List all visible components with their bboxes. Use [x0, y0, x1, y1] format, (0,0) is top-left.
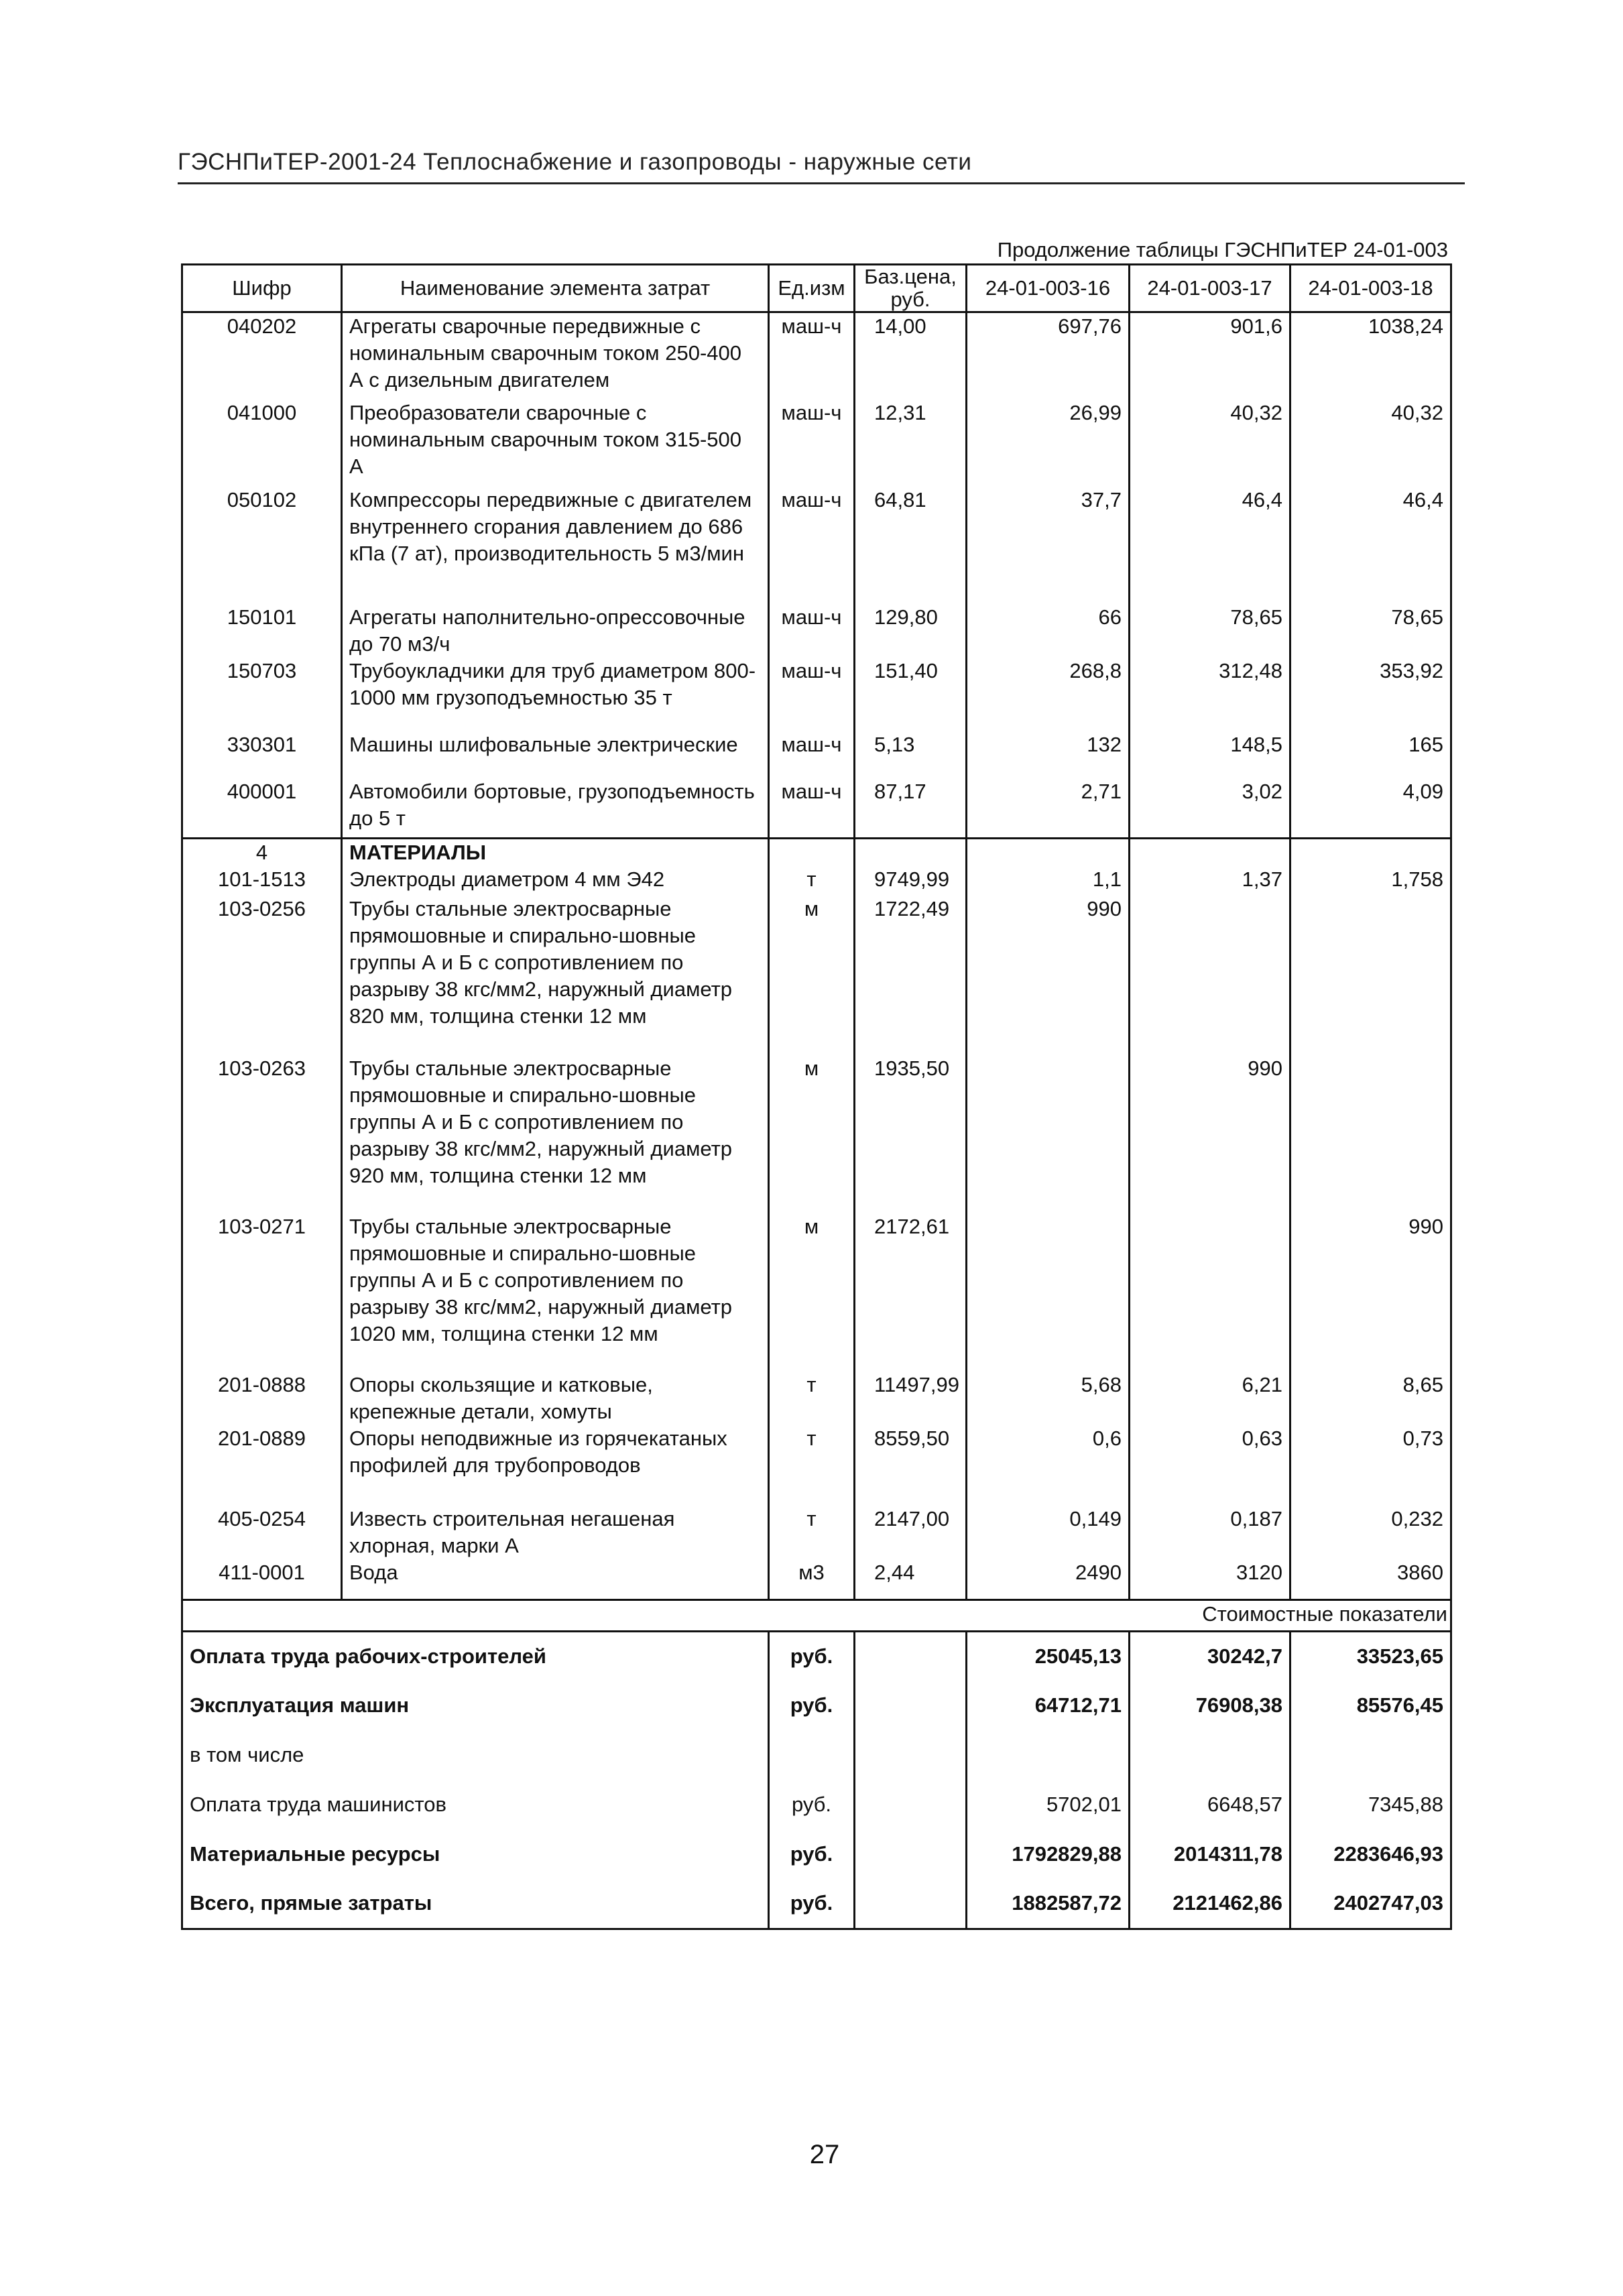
- page-number: 27: [809, 2140, 840, 2169]
- row-value-2: 6,21: [1130, 1372, 1290, 1425]
- row-name: Машины шлифовальные электрические: [342, 731, 769, 778]
- table-row: [182, 731, 1451, 778]
- row-unit: маш-ч: [769, 604, 855, 658]
- summary-label: Всего, прямые затраты: [182, 1879, 769, 1929]
- row-price: 2,44: [855, 1559, 967, 1599]
- header-rule: [178, 182, 1465, 184]
- row-unit: маш-ч: [769, 400, 855, 487]
- row-value-3: [1290, 1055, 1451, 1213]
- row-value-1: [967, 1055, 1130, 1213]
- row-value-2: 78,65: [1130, 604, 1290, 658]
- row-code: 101-1513: [182, 866, 342, 896]
- row-unit: т: [769, 1425, 855, 1506]
- table-row: [182, 1213, 1451, 1372]
- summary-value-3: 7345,88: [1290, 1780, 1451, 1829]
- row-price: 2172,61: [855, 1213, 967, 1372]
- row-code: 201-0889: [182, 1425, 342, 1506]
- row-value-1: 0,6: [967, 1425, 1130, 1506]
- row-value-1: 132: [967, 731, 1130, 778]
- summary-price: [855, 1780, 967, 1829]
- row-price: 14,00: [855, 312, 967, 400]
- row-price: 1935,50: [855, 1055, 967, 1213]
- summary-label: Материальные ресурсы: [182, 1829, 769, 1879]
- row-value-2: 3,02: [1130, 778, 1290, 839]
- row-price: 151,40: [855, 658, 967, 731]
- row-price: 12,31: [855, 400, 967, 487]
- document-header: ГЭСНПиТЕР-2001-24 Теплоснабжение и газопроводы - наружные сети: [178, 149, 972, 175]
- row-name: Агрегаты сварочные передвижные с номинальным сварочным током 250-400 А с дизельным двигателем: [342, 312, 769, 400]
- table-row: [182, 866, 1451, 896]
- section-code: 4: [182, 839, 342, 867]
- row-value-3: 0,232: [1290, 1506, 1451, 1559]
- row-value-1: 2,71: [967, 778, 1130, 839]
- row-value-2: 1,37: [1130, 866, 1290, 896]
- row-value-3: 3860: [1290, 1559, 1451, 1599]
- summary-row: [182, 1780, 1451, 1829]
- summary-label: Эксплуатация машин: [182, 1681, 769, 1730]
- row-price: 87,17: [855, 778, 967, 839]
- row-name: Опоры неподвижные из горячекатаных профилей для трубопроводов: [342, 1425, 769, 1506]
- row-code: 201-0888: [182, 1372, 342, 1425]
- row-value-2: 990: [1130, 1055, 1290, 1213]
- row-value-3: 990: [1290, 1213, 1451, 1372]
- row-price: 129,80: [855, 604, 967, 658]
- row-unit: маш-ч: [769, 487, 855, 604]
- row-value-3: [1290, 896, 1451, 1055]
- row-value-3: 40,32: [1290, 400, 1451, 487]
- row-value-2: 312,48: [1130, 658, 1290, 731]
- section-title: МАТЕРИАЛЫ: [342, 839, 769, 867]
- row-code: 103-0263: [182, 1055, 342, 1213]
- summary-value-1: 1792829,88: [967, 1829, 1130, 1879]
- summary-value-2: 2121462,86: [1130, 1879, 1290, 1929]
- summary-value-2: 30242,7: [1130, 1631, 1290, 1681]
- summary-unit: руб.: [769, 1879, 855, 1929]
- row-unit: м: [769, 896, 855, 1055]
- summary-label: в том числе: [182, 1730, 769, 1780]
- row-value-1: 2490: [967, 1559, 1130, 1599]
- row-name: Трубы стальные электросварные прямошовные и спирально-шовные группы А и Б с сопротивлением по разрыву 38 кгс/мм2, наружный диаметр 820 мм, толщина стенки 12 мм: [342, 896, 769, 1055]
- summary-value-3: 2402747,03: [1290, 1879, 1451, 1929]
- summary-row: [182, 1730, 1451, 1780]
- row-value-2: [1130, 896, 1290, 1055]
- row-value-3: 165: [1290, 731, 1451, 778]
- row-code: 040202: [182, 312, 342, 400]
- table-header-row: [182, 265, 1451, 312]
- table-row: [182, 1506, 1451, 1559]
- row-unit: маш-ч: [769, 658, 855, 731]
- row-price: 8559,50: [855, 1425, 967, 1506]
- row-value-1: 37,7: [967, 487, 1130, 604]
- materials-section: [182, 839, 1451, 867]
- row-price: 11497,99: [855, 1372, 967, 1425]
- summary-row: [182, 1829, 1451, 1879]
- row-value-1: 990: [967, 896, 1130, 1055]
- summary-value-3: 2283646,93: [1290, 1829, 1451, 1879]
- row-name: Трубы стальные электросварные прямошовные и спирально-шовные группы А и Б с сопротивлением по разрыву 38 кгс/мм2, наружный диаметр 1020 мм, толщина стенки 12 мм: [342, 1213, 769, 1372]
- row-code: 150703: [182, 658, 342, 731]
- summary-unit: руб.: [769, 1780, 855, 1829]
- row-name: Опоры скользящие и катковые, крепежные детали, хомуты: [342, 1372, 769, 1425]
- summary-row: [182, 1631, 1451, 1681]
- row-name: Компрессоры передвижные с двигателем внутреннего сгорания давлением до 686 кПа (7 ат), производительность 5 м3/мин: [342, 487, 769, 604]
- table-row: [182, 1372, 1451, 1425]
- col-name: Наименование элемента затрат: [342, 265, 769, 312]
- col-v3: 24-01-003-18: [1290, 265, 1451, 312]
- summary-value-2: 6648,57: [1130, 1780, 1290, 1829]
- row-value-3: 78,65: [1290, 604, 1451, 658]
- row-value-3: 4,09: [1290, 778, 1451, 839]
- row-value-1: 0,149: [967, 1506, 1130, 1559]
- row-unit: маш-ч: [769, 778, 855, 839]
- row-value-2: 46,4: [1130, 487, 1290, 604]
- row-name: Преобразователи сварочные с номинальным сварочным током 315-500 А: [342, 400, 769, 487]
- row-value-1: 1,1: [967, 866, 1130, 896]
- row-name: Агрегаты наполнительно-опрессовочные до 70 м3/ч: [342, 604, 769, 658]
- table-row: [182, 1425, 1451, 1506]
- summary-value-1: 25045,13: [967, 1631, 1130, 1681]
- row-unit: маш-ч: [769, 731, 855, 778]
- summary-unit: руб.: [769, 1681, 855, 1730]
- col-price: Баз.цена, руб.: [855, 265, 967, 312]
- row-name: Автомобили бортовые, грузоподъемность до 5 т: [342, 778, 769, 839]
- table-row: [182, 1559, 1451, 1599]
- summary-value-2: 2014311,78: [1130, 1829, 1290, 1879]
- row-value-1: 268,8: [967, 658, 1130, 731]
- table-row: [182, 1055, 1451, 1213]
- row-unit: т: [769, 1506, 855, 1559]
- summary-value-2: 76908,38: [1130, 1681, 1290, 1730]
- row-unit: маш-ч: [769, 312, 855, 400]
- machines-body: [182, 312, 1451, 839]
- row-value-2: 0,187: [1130, 1506, 1290, 1559]
- row-value-1: [967, 1213, 1130, 1372]
- row-value-2: 148,5: [1130, 731, 1290, 778]
- row-code: 103-0256: [182, 896, 342, 1055]
- row-name: Известь строительная негашеная хлорная, марки А: [342, 1506, 769, 1559]
- row-value-3: 46,4: [1290, 487, 1451, 604]
- summary-unit: [769, 1730, 855, 1780]
- col-v1: 24-01-003-16: [967, 265, 1130, 312]
- table-row: [182, 487, 1451, 604]
- summary-label: Оплата труда машинистов: [182, 1780, 769, 1829]
- row-name: Электроды диаметром 4 мм Э42: [342, 866, 769, 896]
- row-unit: т: [769, 1372, 855, 1425]
- row-unit: м: [769, 1055, 855, 1213]
- row-value-3: 1,758: [1290, 866, 1451, 896]
- row-unit: м3: [769, 1559, 855, 1599]
- resource-table: [181, 263, 1452, 1930]
- summary-unit: руб.: [769, 1829, 855, 1879]
- summary-value-3: 85576,45: [1290, 1681, 1451, 1730]
- summary-value-3: 33523,65: [1290, 1631, 1451, 1681]
- row-value-1: 5,68: [967, 1372, 1130, 1425]
- summary-value-1: 64712,71: [967, 1681, 1130, 1730]
- summary-value-1: 5702,01: [967, 1780, 1130, 1829]
- summary-value-1: [967, 1730, 1130, 1780]
- cost-caption-row: [182, 1599, 1451, 1631]
- row-price: 1722,49: [855, 896, 967, 1055]
- summary-row: [182, 1879, 1451, 1929]
- summary-price: [855, 1879, 967, 1929]
- row-code: 405-0254: [182, 1506, 342, 1559]
- summary-price: [855, 1631, 967, 1681]
- summary-price: [855, 1681, 967, 1730]
- table-row: [182, 604, 1451, 658]
- summary-price: [855, 1829, 967, 1879]
- summary-body: [182, 1631, 1451, 1929]
- row-unit: т: [769, 866, 855, 896]
- cost-caption-body: [182, 1599, 1451, 1631]
- table-row: [182, 896, 1451, 1055]
- col-code: Шифр: [182, 265, 342, 312]
- table-row: [182, 312, 1451, 400]
- row-price: 2147,00: [855, 1506, 967, 1559]
- row-code: 411-0001: [182, 1559, 342, 1599]
- table-caption: Продолжение таблицы ГЭСНПиТЕР 24-01-003: [997, 238, 1448, 261]
- row-price: 5,13: [855, 731, 967, 778]
- row-code: 150101: [182, 604, 342, 658]
- cost-caption: Стоимостные показатели: [182, 1599, 1451, 1631]
- row-value-2: 40,32: [1130, 400, 1290, 487]
- row-code: 041000: [182, 400, 342, 487]
- row-value-1: 66: [967, 604, 1130, 658]
- row-value-3: 1038,24: [1290, 312, 1451, 400]
- summary-value-1: 1882587,72: [967, 1879, 1130, 1929]
- row-value-2: 3120: [1130, 1559, 1290, 1599]
- row-code: 400001: [182, 778, 342, 839]
- summary-value-2: [1130, 1730, 1290, 1780]
- row-value-3: 353,92: [1290, 658, 1451, 731]
- summary-value-3: [1290, 1730, 1451, 1780]
- col-unit: Ед.изм: [769, 265, 855, 312]
- row-value-2: [1130, 1213, 1290, 1372]
- row-name: Вода: [342, 1559, 769, 1599]
- summary-price: [855, 1730, 967, 1780]
- row-value-1: 697,76: [967, 312, 1130, 400]
- materials-body: [182, 866, 1451, 1599]
- table-row: [182, 658, 1451, 731]
- row-price: 9749,99: [855, 866, 967, 896]
- row-name: Трубы стальные электросварные прямошовные и спирально-шовные группы А и Б с сопротивлением по разрыву 38 кгс/мм2, наружный диаметр 920 мм, толщина стенки 12 мм: [342, 1055, 769, 1213]
- row-value-3: 8,65: [1290, 1372, 1451, 1425]
- row-unit: м: [769, 1213, 855, 1372]
- row-price: 64,81: [855, 487, 967, 604]
- table-row: [182, 400, 1451, 487]
- summary-unit: руб.: [769, 1631, 855, 1681]
- summary-row: [182, 1681, 1451, 1730]
- row-value-2: 0,63: [1130, 1425, 1290, 1506]
- row-code: 103-0271: [182, 1213, 342, 1372]
- row-value-3: 0,73: [1290, 1425, 1451, 1506]
- col-v2: 24-01-003-17: [1130, 265, 1290, 312]
- row-value-2: 901,6: [1130, 312, 1290, 400]
- row-value-1: 26,99: [967, 400, 1130, 487]
- table-row: [182, 778, 1451, 839]
- summary-label: Оплата труда рабочих-строителей: [182, 1631, 769, 1681]
- row-code: 050102: [182, 487, 342, 604]
- row-name: Трубоукладчики для труб диаметром 800-1000 мм грузоподъемностью 35 т: [342, 658, 769, 731]
- section-row: [182, 839, 1451, 867]
- row-code: 330301: [182, 731, 342, 778]
